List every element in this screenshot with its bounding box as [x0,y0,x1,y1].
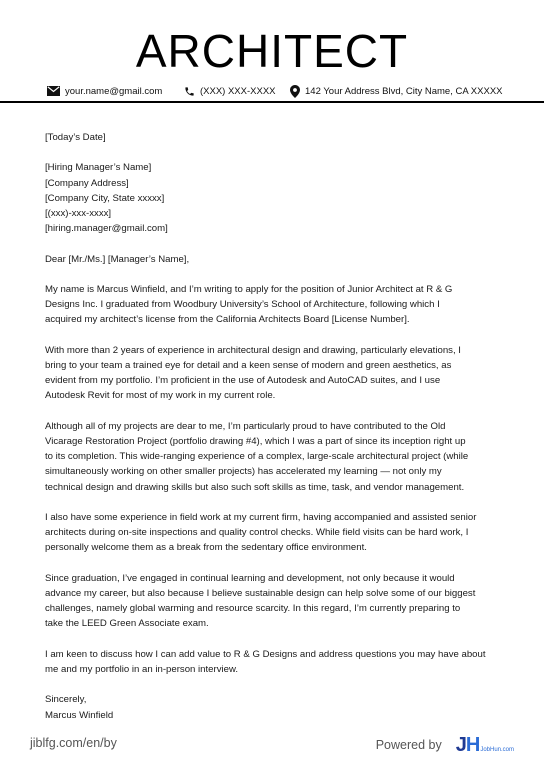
closing-text: Sincerely, [45,694,87,706]
letter-date: [Today’s Date] [45,132,106,143]
paragraph-closing [45,647,505,677]
paragraph-line: I also have some experience in field work at my current firm, having accompanied and assisted senior [45,511,477,523]
paragraph-line: bring to your team a trained eye for detail and a keen sense of modern and green aesthetics, as [45,359,452,371]
paragraph-line: architects during on-site inspections and quality control checks. While field visits can be hard work, I [45,527,469,539]
paragraph-line: With more than 2 years of experience in architectural design and drawing, particularly elevations, I [45,344,461,356]
letter-body [45,130,505,738]
paragraph-line: Vicarage Restoration Project (portfolio drawing #4), which I was a part of since its inception right up [45,435,466,447]
recipient-city: [Company City, State xxxxx] [45,192,165,204]
paragraph-line: Since graduation, I’ve engaged in continual learning and development, not only because it would [45,572,455,584]
paragraph-line: advance my career, but also because I believe sustainable design can help solve some of our biggest [45,587,476,599]
salutation-text: Dear [Mr./Ms.] [Manager’s Name], [45,253,190,265]
phone-icon [184,86,195,97]
paragraph-line: evident from my portfolio. I’m proficient in the use of Autodesk and AutoCAD suites, and I use [45,375,441,387]
paragraph-line: take the LEED Green Associate exam. [45,618,209,630]
recipient-name: [Hiring Manager’s Name] [45,162,152,174]
phone-contact[interactable] [184,82,276,100]
letter-date-block [45,130,505,145]
recipient-phone: [(xxx)-xxx-xxxx] [45,208,112,219]
paragraph-learning [45,571,505,632]
signoff-block [45,692,505,722]
paragraph-intro [45,282,505,328]
address-contact [290,82,503,100]
paragraph-line: Although all of my projects are dear to me, I’m particularly proud to have contributed to the Old [45,420,446,432]
powered-by-badge[interactable] [376,732,514,758]
paragraph-line: Designs Inc. I graduated from Woodbury University’s School of Architecture, following which I [45,299,440,311]
header-divider [0,101,544,103]
powered-by-text: Powered by [375,738,442,752]
paragraph-line: Autodesk Revit for most of my work in my current role. [45,390,276,402]
page-title: ARCHITECT [135,25,409,77]
location-pin-icon [290,85,300,98]
paragraph-projects [45,419,505,495]
paragraph-line: technical design and drawing skills but also such soft skills as time, task, and vendor management. [45,481,465,493]
email-contact[interactable] [47,82,162,100]
jobhun-logo [456,735,514,755]
paragraph-line: challenges, namely global warming and resource scarcity. In this regard, I’m currently preparing to [45,603,461,615]
email-text: your.name@gmail.com [65,85,163,97]
recipient-address: [Company Address] [45,177,129,189]
address-text: 142 Your Address Blvd, City Name, CA XXXXX [305,85,503,97]
paragraph-fieldwork [45,510,505,556]
source-link[interactable]: jiblfg.com/en/by [30,736,117,750]
envelope-icon [47,86,60,96]
paragraph-experience [45,343,505,404]
signature-name: Marcus Winfield [45,709,114,721]
salutation [45,252,505,267]
paragraph-line: My name is Marcus Winfield, and I’m writing to apply for the position of Junior Architect at R & G [45,283,453,295]
paragraph-line: me and my portfolio in an in-person interview. [45,663,239,675]
paragraph-line: I am keen to discuss how I can add value to R & G Designs and address questions you may have about [45,648,486,660]
recipient-block [45,160,505,236]
paragraph-line: to its completion. This wide-ranging experience of a complex, large-scale architectural project (while [45,451,469,463]
phone-text: (XXX) XXX-XXXX [200,85,276,97]
paragraph-line: simultaneously working on other smaller projects) has accelerated my learning — not only my [45,466,442,478]
logo-wordmark: JobHun.com [480,747,514,753]
logo-letter-h: H [465,734,480,756]
contact-info-row [0,82,544,100]
recipient-email: [hiring.manager@gmail.com] [45,223,168,235]
paragraph-line: personally welcome them as a break from the sedentary office environment. [45,542,367,554]
logo-letter-j: J [455,734,466,756]
paragraph-line: acquired my architect’s license from the California Architects Board [License Number]. [45,314,410,326]
